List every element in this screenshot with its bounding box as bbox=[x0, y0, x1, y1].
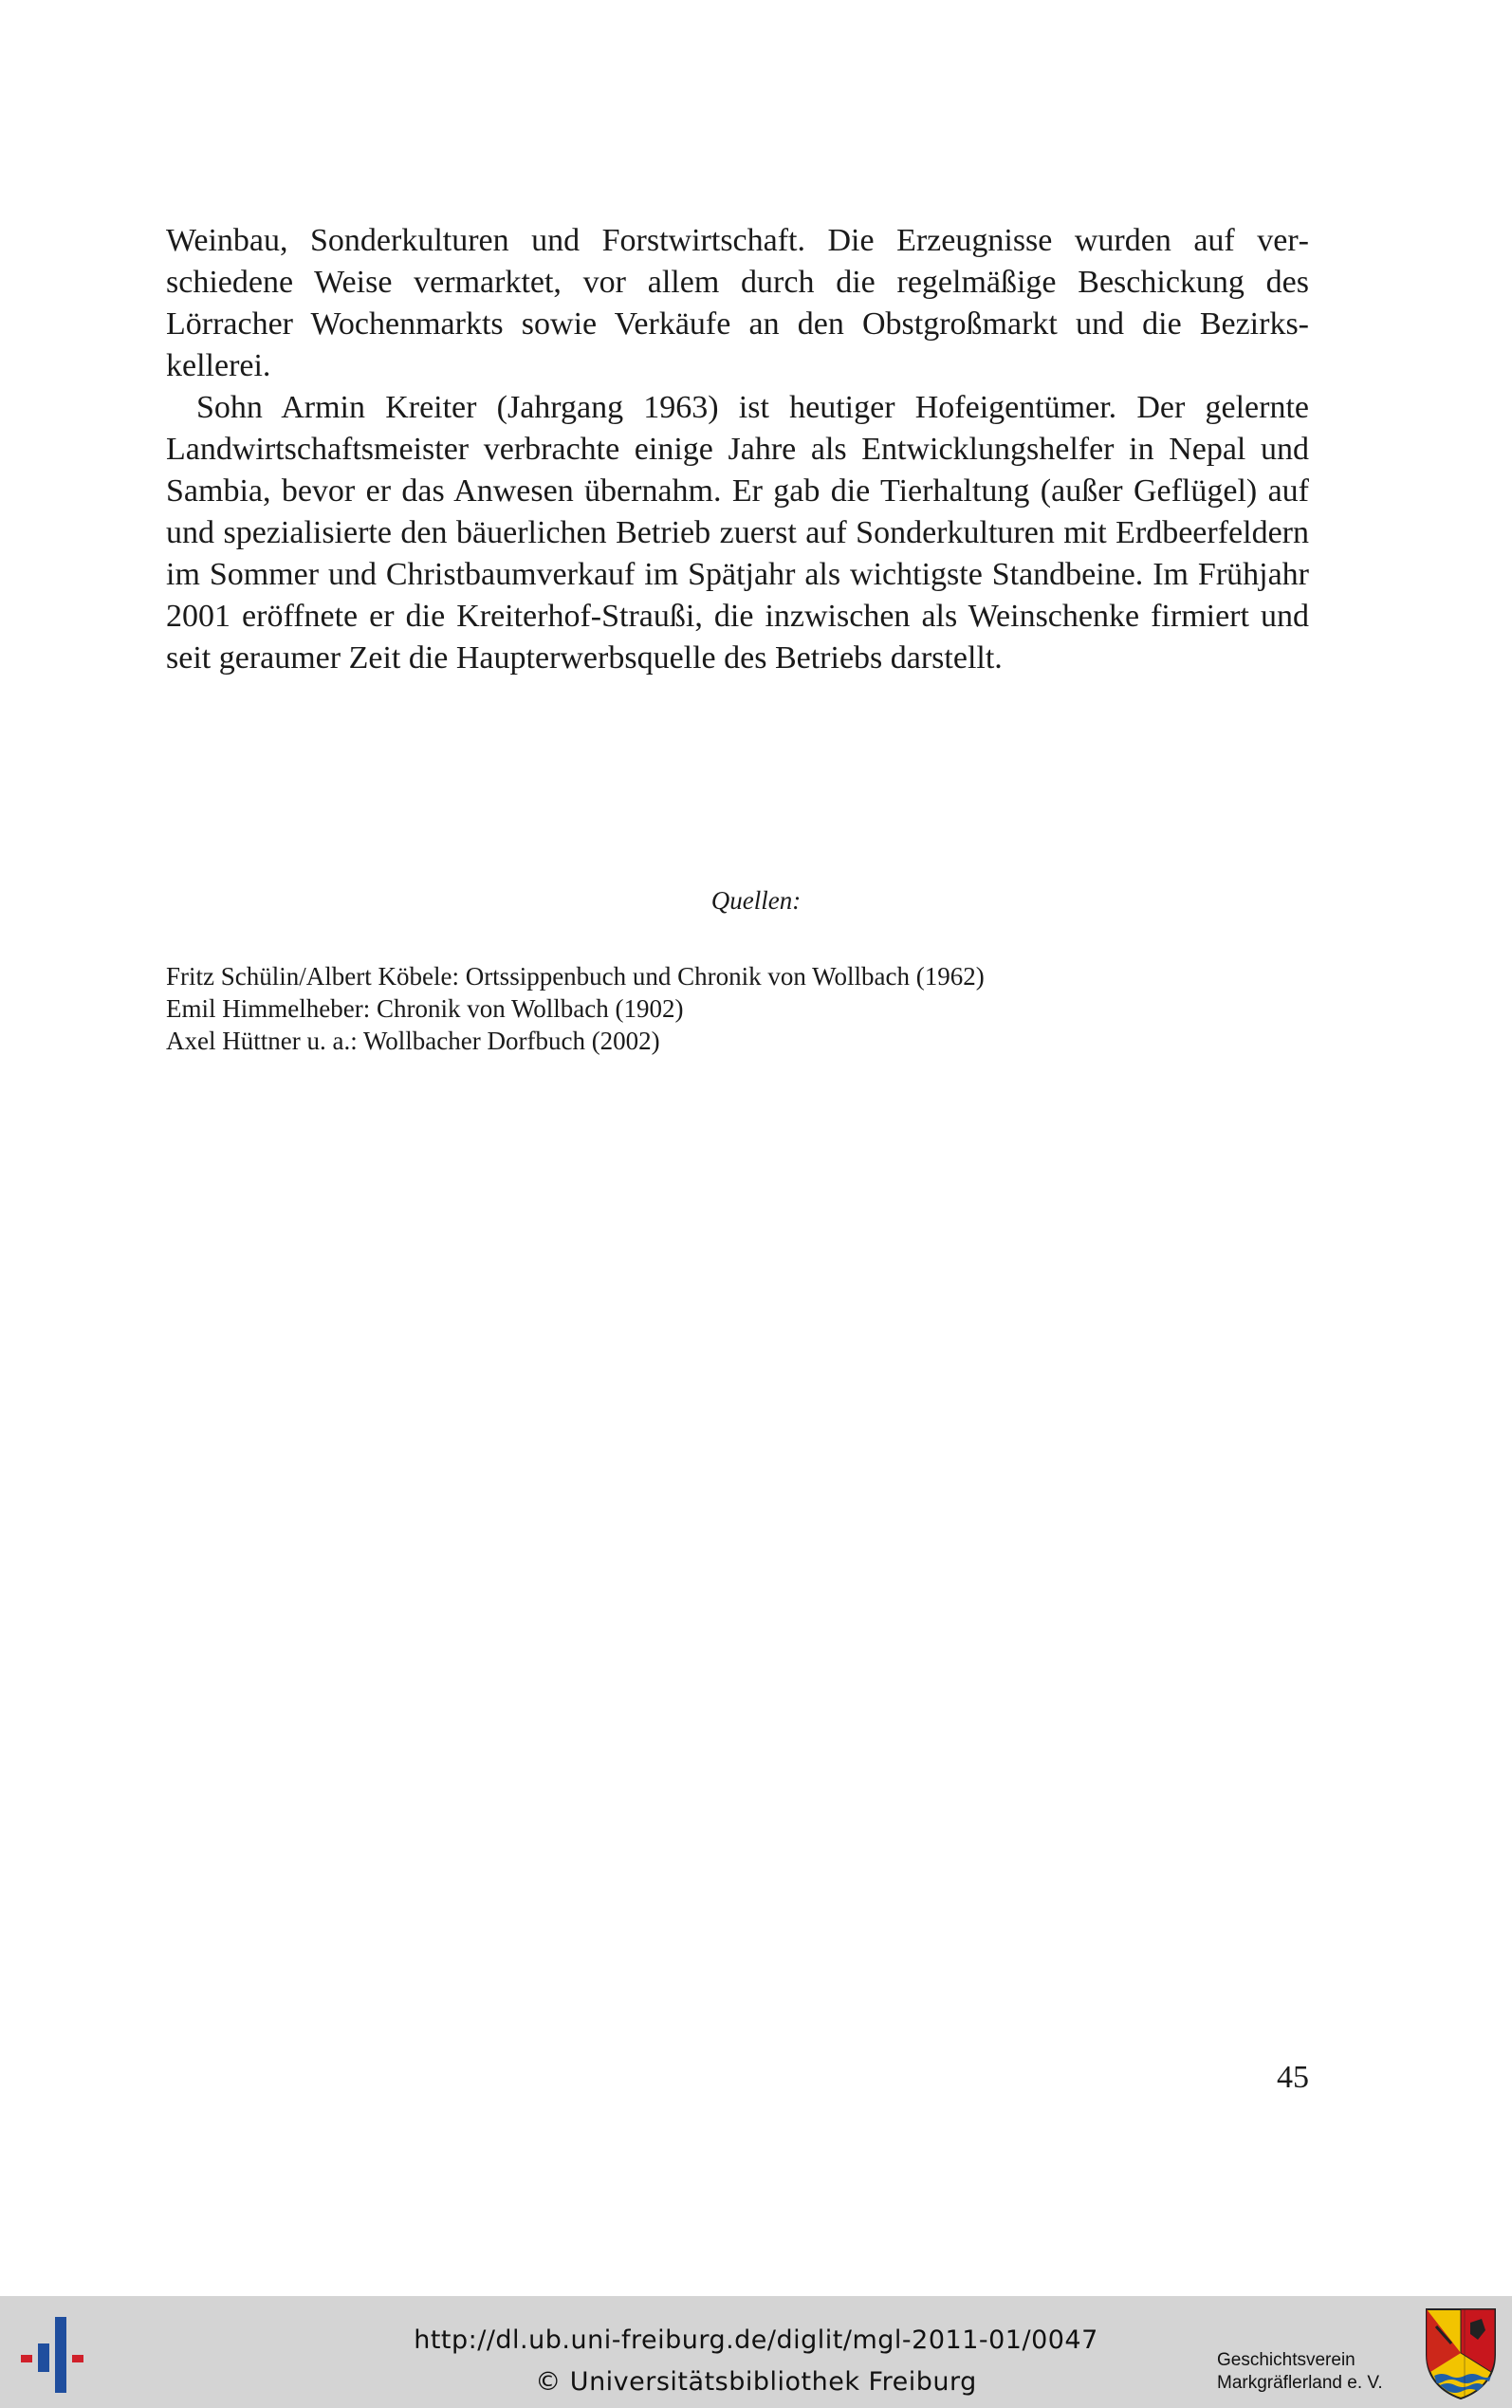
markgraeflerland-coat-of-arms-icon[interactable] bbox=[1423, 2306, 1499, 2400]
paragraph-1: Weinbau, Sonderkulturen und Forstwirtschaft. Die Erzeugnisse wurden auf verschiedene Weise vermarktet, vor allem durch die regelmäßige Beschickung des Lörracher Wochenmarkts sowie Verkäufe an den Obstgroßmarkt und die Bezirkskellerei. bbox=[166, 223, 1309, 383]
source-item: Axel Hüttner u. a.: Wollbacher Dorfbuch (2002) bbox=[166, 1027, 660, 1055]
source-item: Fritz Schülin/Albert Köbele: Ortssippenbuch und Chronik von Wollbach (1962) bbox=[166, 962, 985, 991]
sources-heading: Quellen: bbox=[710, 886, 802, 915]
footer-copyright: © Universitätsbibliothek Freiburg bbox=[535, 2367, 977, 2397]
source-item: Emil Himmelheber: Chronik von Wollbach (1902) bbox=[166, 994, 684, 1023]
footer-bar bbox=[0, 2296, 1512, 2408]
org-name-line1: Geschichtsverein bbox=[1217, 2350, 1355, 2370]
body-text bbox=[166, 220, 1309, 679]
paragraph-2: Sohn Armin Kreiter (Jahrgang 1963) ist heutiger Hofeigentümer. Der gelernte Landwirtschaftsmeister verbrachte einige Jahre als Entwicklungshelfer in Nepal und Sambia, bevor er das Anwesen übernahm. Er gab die Tierhaltung (außer Geflügel) auf und spezialisierte den bäuerlichen Betrieb zuerst auf Sonderkulturen mit Erdbeerfeldern im Sommer und Christbaumverkauf im Spätjahr als wichtigste Standbeine. Im Frühjahr 2001 eröffnete er die Kreiterhof-Straußi, die inzwischen als Weinschenke firmiert und seit geraumer Zeit die Haupterwerbsquelle des Betriebs darstellt. bbox=[166, 390, 1309, 676]
org-name-line2: Markgräflerland e. V. bbox=[1217, 2373, 1383, 2393]
footer-url-link[interactable]: http://dl.ub.uni-freiburg.de/diglit/mgl-2011-01/0047 bbox=[414, 2325, 1098, 2355]
page-number: 45 bbox=[1277, 2060, 1309, 2095]
sources-list bbox=[166, 960, 985, 1057]
footer-organization bbox=[1217, 2349, 1383, 2395]
